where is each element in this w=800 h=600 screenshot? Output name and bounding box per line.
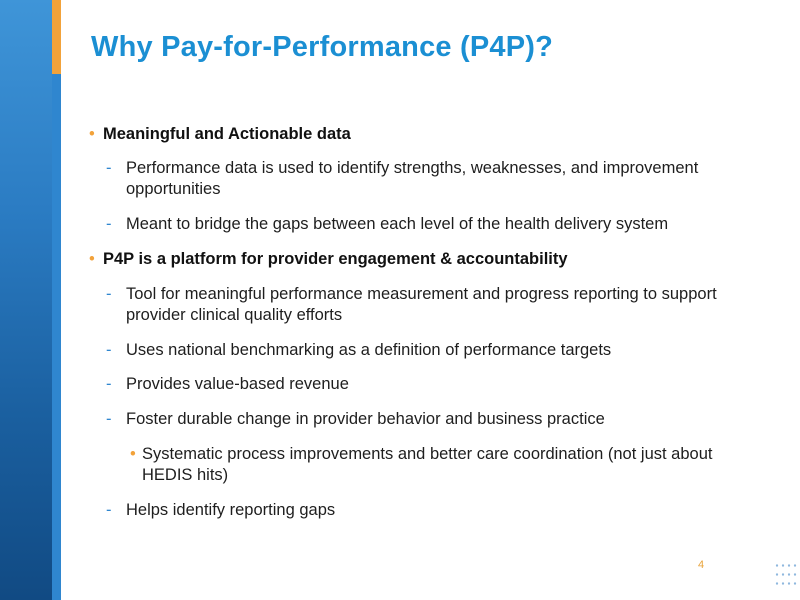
sub-sub-bullet-process-improvements [130,444,766,486]
bullet-meaningful-data [89,124,351,145]
bullet-marker: • [89,125,95,143]
sub-bullet-text: Provides value-based revenue [126,375,349,393]
sub-bullet-text: Meant to bridge the gaps between each level of the health delivery system [126,215,669,233]
sub-bullet-text: Performance data is used to identify strengths, weaknesses, and improvement opportunities [126,159,699,198]
bullet-p4p-platform [89,249,568,270]
sub-bullet-text: Foster durable change in provider behavior and business practice [126,410,605,428]
page-number: 4 [698,559,705,571]
dash-marker: - [106,285,112,303]
bullet-marker: • [89,250,95,268]
dash-marker: - [106,159,112,177]
sub-bullet-value-revenue [106,374,766,395]
bullet-marker: • [130,445,136,463]
dash-marker: - [106,410,112,428]
sub-bullet-durable-change [106,409,766,430]
sub-bullet-performance-data [106,158,766,200]
dash-marker: - [106,501,112,519]
sub-bullet-bridge-gaps [106,214,766,235]
sub-sub-bullet-text: Systematic process improvements and better care coordination (not just about HEDIS hits) [142,445,713,484]
sub-bullet-benchmarking [106,340,766,361]
sub-bullet-reporting-gaps [106,500,766,521]
dash-marker: - [106,375,112,393]
dash-marker: - [106,341,112,359]
sub-bullet-text: Helps identify reporting gaps [126,501,336,519]
dash-marker: - [106,215,112,233]
sub-bullet-text: Uses national benchmarking as a definition of performance targets [126,341,612,359]
slide-title: Why Pay-for-Performance (P4P)? [91,31,554,63]
bullet-text: P4P is a platform for provider engagement & accountability [103,250,568,268]
bullet-text: Meaningful and Actionable data [103,125,351,143]
sub-bullet-text: Tool for meaningful performance measurement and progress reporting to support provider clinical quality efforts [126,285,717,324]
sub-bullet-tool-measurement [106,284,766,326]
decorative-dot-grid [774,561,798,589]
